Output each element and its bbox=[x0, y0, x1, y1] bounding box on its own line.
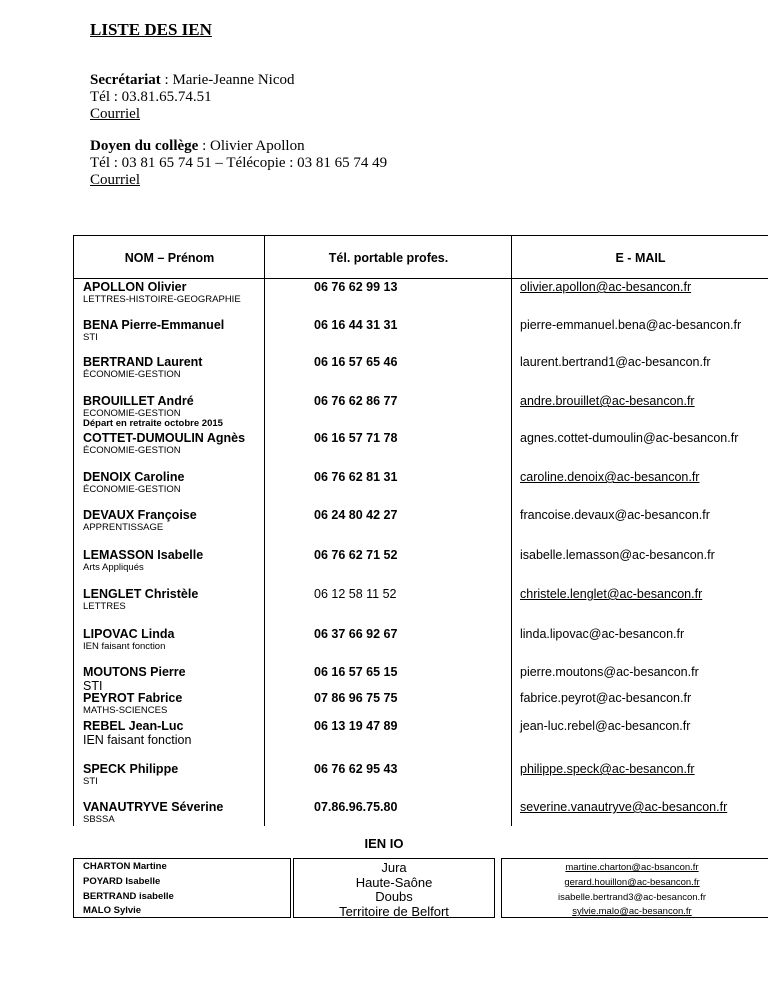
row-note: Départ en retraite octobre 2015 bbox=[83, 418, 223, 429]
doyen-label: Doyen du collège bbox=[90, 138, 199, 154]
row-email[interactable]: philippe.speck@ac-besancon.fr bbox=[520, 762, 695, 776]
io-name: CHARTON Martine bbox=[83, 861, 167, 872]
row-name: LIPOVAC Linda bbox=[83, 627, 175, 641]
io-name: POYARD Isabelle bbox=[83, 876, 161, 887]
secretariat-mail-link[interactable]: Courriel bbox=[90, 106, 140, 122]
row-subject: STI bbox=[83, 776, 98, 787]
row-phone: 06 16 57 65 46 bbox=[314, 355, 398, 369]
row-subject: ECONOMIE-GESTION bbox=[83, 408, 181, 419]
page-title: LISTE DES IEN bbox=[90, 20, 212, 39]
row-phone: 06 76 62 81 31 bbox=[314, 470, 398, 484]
io-department: Territoire de Belfort bbox=[339, 904, 449, 919]
row-name: MOUTONS Pierre bbox=[83, 665, 186, 679]
row-name: BERTRAND Laurent bbox=[83, 355, 203, 369]
row-phone: 06 76 62 71 52 bbox=[314, 548, 398, 562]
row-name: BROUILLET André bbox=[83, 394, 194, 408]
row-phone: 06 76 62 95 43 bbox=[314, 762, 398, 776]
row-name: VANAUTRYVE Séverine bbox=[83, 800, 224, 814]
row-email[interactable]: fabrice.peyrot@ac-besancon.fr bbox=[520, 691, 692, 705]
row-subject: STI bbox=[83, 679, 103, 693]
row-name: DENOIX Caroline bbox=[83, 470, 185, 484]
secretariat-name: : Marie-Jeanne Nicod bbox=[160, 72, 295, 88]
row-phone: 06 76 62 86 77 bbox=[314, 394, 398, 408]
row-subject: STI bbox=[83, 332, 98, 343]
row-name: LENGLET Christèle bbox=[83, 587, 199, 601]
row-name: DEVAUX Françoise bbox=[83, 508, 197, 522]
row-email[interactable]: christele.lenglet@ac-besancon.fr bbox=[520, 587, 703, 601]
row-subject: ÉCONOMIE-GESTION bbox=[83, 369, 181, 380]
io-department: Doubs bbox=[375, 889, 413, 904]
row-phone: 06 37 66 92 67 bbox=[314, 627, 398, 641]
row-subject: Arts Appliqués bbox=[83, 562, 144, 573]
secretariat-tel: Tél : 03.81.65.74.51 bbox=[90, 89, 212, 105]
row-phone: 07.86.96.75.80 bbox=[314, 800, 398, 814]
io-email[interactable]: isabelle.bertrand3@ac-besancon.fr bbox=[557, 892, 706, 903]
row-phone: 06 76 62 99 13 bbox=[314, 280, 398, 294]
row-name: SPECK Philippe bbox=[83, 762, 179, 776]
io-email[interactable]: sylvie.malo@ac-besancon.fr bbox=[572, 906, 692, 917]
row-name: LEMASSON Isabelle bbox=[83, 548, 204, 562]
row-subject: SBSSA bbox=[83, 814, 115, 825]
ien-io-title: IEN IO bbox=[364, 836, 404, 851]
row-email[interactable]: pierre-emmanuel.bena@ac-besancon.fr bbox=[520, 318, 742, 332]
row-subject: MATHS-SCIENCES bbox=[83, 705, 168, 716]
row-email[interactable]: andre.brouillet@ac-besancon.fr bbox=[520, 394, 695, 408]
row-phone: 06 12 58 11 52 bbox=[314, 587, 397, 601]
io-name: MALO Sylvie bbox=[83, 905, 142, 916]
table-header bbox=[74, 236, 768, 279]
row-subject: LETTRES-HISTOIRE-GEOGRAPHIE bbox=[83, 294, 241, 305]
ien-io-table bbox=[73, 858, 768, 918]
secretariat-label: Secrétariat bbox=[90, 72, 161, 88]
io-names-box bbox=[73, 858, 291, 918]
io-department: Haute-Saône bbox=[355, 875, 433, 890]
row-subject: IEN faisant fonction bbox=[83, 733, 192, 747]
row-email[interactable]: severine.vanautryve@ac-besancon.fr bbox=[520, 800, 728, 814]
row-name: REBEL Jean-Luc bbox=[83, 719, 184, 733]
doyen-name: : Olivier Apollon bbox=[198, 138, 305, 154]
row-email[interactable]: caroline.denoix@ac-besancon.fr bbox=[520, 470, 700, 484]
row-subject: LETTRES bbox=[83, 601, 126, 612]
row-email[interactable]: agnes.cottet-dumoulin@ac-besancon.fr bbox=[520, 431, 739, 445]
row-name: BENA Pierre-Emmanuel bbox=[83, 318, 225, 332]
header-phone: Tél. portable profes. bbox=[328, 251, 449, 265]
row-phone: 06 16 57 65 15 bbox=[314, 665, 398, 679]
doyen-block bbox=[90, 138, 387, 189]
row-phone: 06 16 57 71 78 bbox=[314, 431, 398, 445]
io-departments-box bbox=[293, 858, 495, 918]
header-name: NOM – Prénom bbox=[124, 251, 215, 265]
row-phone: 06 16 44 31 31 bbox=[314, 318, 398, 332]
row-phone: 06 13 19 47 89 bbox=[314, 719, 398, 733]
row-email[interactable]: pierre.moutons@ac-besancon.fr bbox=[520, 665, 699, 679]
row-email[interactable]: olivier.apollon@ac-besancon.fr bbox=[520, 280, 692, 294]
row-name: APOLLON Olivier bbox=[83, 280, 187, 294]
io-name: BERTRAND isabelle bbox=[83, 891, 174, 902]
secretariat-block bbox=[90, 72, 295, 123]
row-email[interactable]: laurent.bertrand1@ac-besancon.fr bbox=[520, 355, 711, 369]
row-subject: ÉCONOMIE-GESTION bbox=[83, 445, 181, 456]
row-phone: 06 24 80 42 27 bbox=[314, 508, 398, 522]
row-email[interactable]: francoise.devaux@ac-besancon.fr bbox=[520, 508, 710, 522]
io-department: Jura bbox=[381, 860, 407, 875]
row-subject: ÉCONOMIE-GESTION bbox=[83, 484, 181, 495]
row-email[interactable]: jean-luc.rebel@ac-besancon.fr bbox=[520, 719, 691, 733]
io-email[interactable]: martine.charton@ac-bsancon.fr bbox=[565, 862, 699, 873]
row-name: COTTET-DUMOULIN Agnès bbox=[83, 431, 246, 445]
row-name: PEYROT Fabrice bbox=[83, 691, 183, 705]
row-subject: APPRENTISSAGE bbox=[83, 522, 164, 533]
io-email[interactable]: gerard.houillon@ac-besancon.fr bbox=[564, 877, 700, 888]
ien-table bbox=[73, 235, 768, 826]
doyen-tel: Tél : 03 81 65 74 51 – Télécopie : 03 81 65 74 49 bbox=[90, 155, 388, 171]
header-email: E - MAIL bbox=[615, 251, 666, 265]
row-subject: IEN faisant fonction bbox=[83, 641, 166, 652]
io-emails-box bbox=[501, 858, 768, 918]
row-phone: 07 86 96 75 75 bbox=[314, 691, 398, 705]
doyen-mail-link[interactable]: Courriel bbox=[90, 172, 140, 188]
row-email[interactable]: linda.lipovac@ac-besancon.fr bbox=[520, 627, 685, 641]
row-email[interactable]: isabelle.lemasson@ac-besancon.fr bbox=[520, 548, 715, 562]
